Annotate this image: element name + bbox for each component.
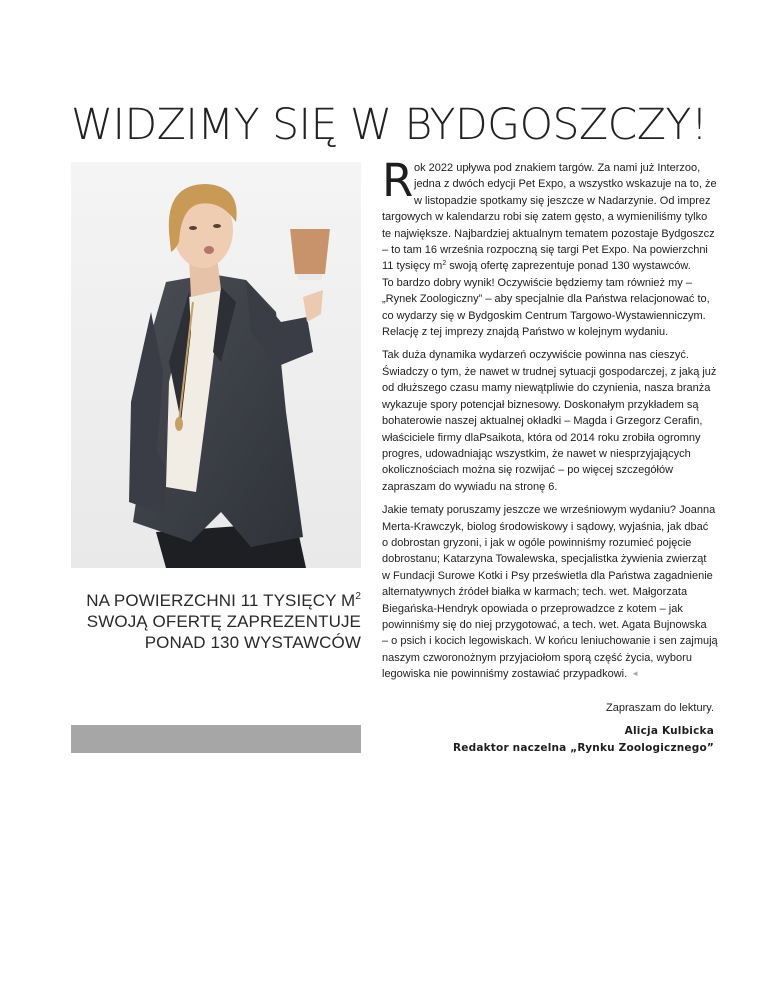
- text-line: wykazuje spory potencjał biznesowy. Doskonałym przykładem są: [382, 398, 699, 411]
- text-line: w Fundacji Surowe Kotki i Psy prześwietla dla Państwa zagadnienie: [382, 569, 713, 582]
- text-line: Relację z tej imprezy znajdą Państwo w kolejnym wydaniu.: [382, 326, 669, 339]
- text-line: okolicznościach można się rozwijać – po więcej szczegółów: [382, 464, 674, 477]
- text-line: od dłuższego czasu mamy niewątpliwie do czynienia, nasza branża: [382, 382, 711, 395]
- text-line: bohaterowie naszej aktualnej okładki – Magda i Grzegorz Cerafin,: [382, 415, 703, 428]
- pull-quote: [71, 590, 361, 653]
- text-line: Merta-Krawczyk, biolog środowiskowy i sądowy, wyjaśnia, jak dbać: [382, 520, 709, 533]
- text-line: Biegańska-Hendryk opowiada o przeprowadzce z kotem – jak: [382, 602, 683, 615]
- text-line: Tak duża dynamika wydarzeń oczywiście powinna nas cieszyć.: [382, 349, 689, 362]
- closing-greeting: Zapraszam do lektury.: [605, 702, 714, 714]
- paragraph-2: [382, 347, 717, 495]
- text-line: właściciele firmy dlaPsaikota, która od 2014 roku zrobiła ogromny: [382, 431, 701, 444]
- text-line: o dobrostan gryzoni, i jak w ogóle powinniśmy rozumieć pojęcie: [382, 536, 692, 549]
- text-line: zapraszam do wywiadu na stronę 6.: [382, 480, 558, 493]
- paragraph-3: [382, 502, 717, 682]
- text-line: progres, udowadniając wszystkim, że nawet w niesprzyjających: [382, 447, 691, 460]
- text-line: w listopadzie spotkamy się jeszcze w Nadarzynie. Od imprez: [414, 194, 711, 207]
- pull-quote-line-2: SWOJĄ OFERTĘ ZAPREZENTUJE: [86, 612, 361, 631]
- editorial-article: [382, 154, 718, 690]
- text-line: – to tam 16 września rozpoczną się targi Pet Expo. Na powierzchni: [382, 244, 708, 257]
- editor-photo: [71, 162, 361, 568]
- text-line: To bardzo dobry wynik! Oczywiście będziemy tam również my –: [382, 276, 692, 289]
- text-line: dobrostanu; Katarzyna Towalewska, specjalistka żywienia zwierząt: [382, 553, 707, 566]
- text-line: alternatywnych źródeł białka w karmach; tech. wet. Małgorzata: [382, 586, 688, 599]
- text-line: 11 tysięcy $m^2$ swoją ofertę zaprezentuje ponad 130 wystawców.: [382, 260, 691, 273]
- text-line: ok 2022 upływa pod znakiem targów. Za nami już Interzoo,: [414, 162, 701, 174]
- pull-quote-line-3: PONAD 130 WYSTAWCÓW: [144, 633, 361, 652]
- text-line: te największe. Najbardziej aktualnym tematem pozostaje Bydgoszcz: [382, 227, 715, 240]
- text-line: naszym czworonożnym przyjaciołom sporą część życia, wyboru: [382, 651, 692, 664]
- pull-quote-line-1: NA POWIERZCHNI 11 TYSIĘCY $M^2$: [86, 591, 361, 610]
- closing-signature: [453, 702, 714, 757]
- author-name: Alicja Kulbicka: [624, 725, 714, 737]
- text-line: – o psich i kocich legowiskach. W końcu leniuchowanie i sen zajmują: [382, 635, 718, 648]
- page-headline: WIDZIMY SIĘ W BYDGOSZCZY!: [71, 101, 708, 150]
- paragraph-1: [382, 154, 717, 340]
- author-role: Redaktor naczelna „Rynku Zoologicznego”: [453, 742, 714, 754]
- text-line: jedna z dwóch edycji Pet Expo, a wszystko wskazuje na to, że: [414, 178, 717, 191]
- text-line: „Rynek Zoologiczny” – aby specjalnie dla Państwa relacjonować to,: [382, 293, 710, 306]
- drop-cap: R: [382, 154, 414, 207]
- end-of-article-icon: ◄: [631, 669, 640, 679]
- text-line: co wydarzy się w Bydgoskim Centrum Targowo-Wystawienniczym.: [382, 309, 706, 322]
- text-line: targowych w kalendarzu robi się zatem gęsto, a wymieniliśmy tylko: [382, 211, 708, 224]
- text-line: powinniśmy się do niej przygotować, a tech. wet. Agata Bujnowska: [382, 618, 707, 631]
- text-line: Jakie tematy poruszamy jeszcze we wrześniowym wydaniu? Joanna: [382, 504, 716, 517]
- text-line: Świadczy o tym, że nawet w trudnej sytuacji gospodarczej, z jaką już: [382, 365, 717, 378]
- text-line: legowiska nie powinniśmy zostawiać przypadkowi. ◄: [382, 666, 717, 682]
- decorative-grey-bar: [71, 725, 361, 753]
